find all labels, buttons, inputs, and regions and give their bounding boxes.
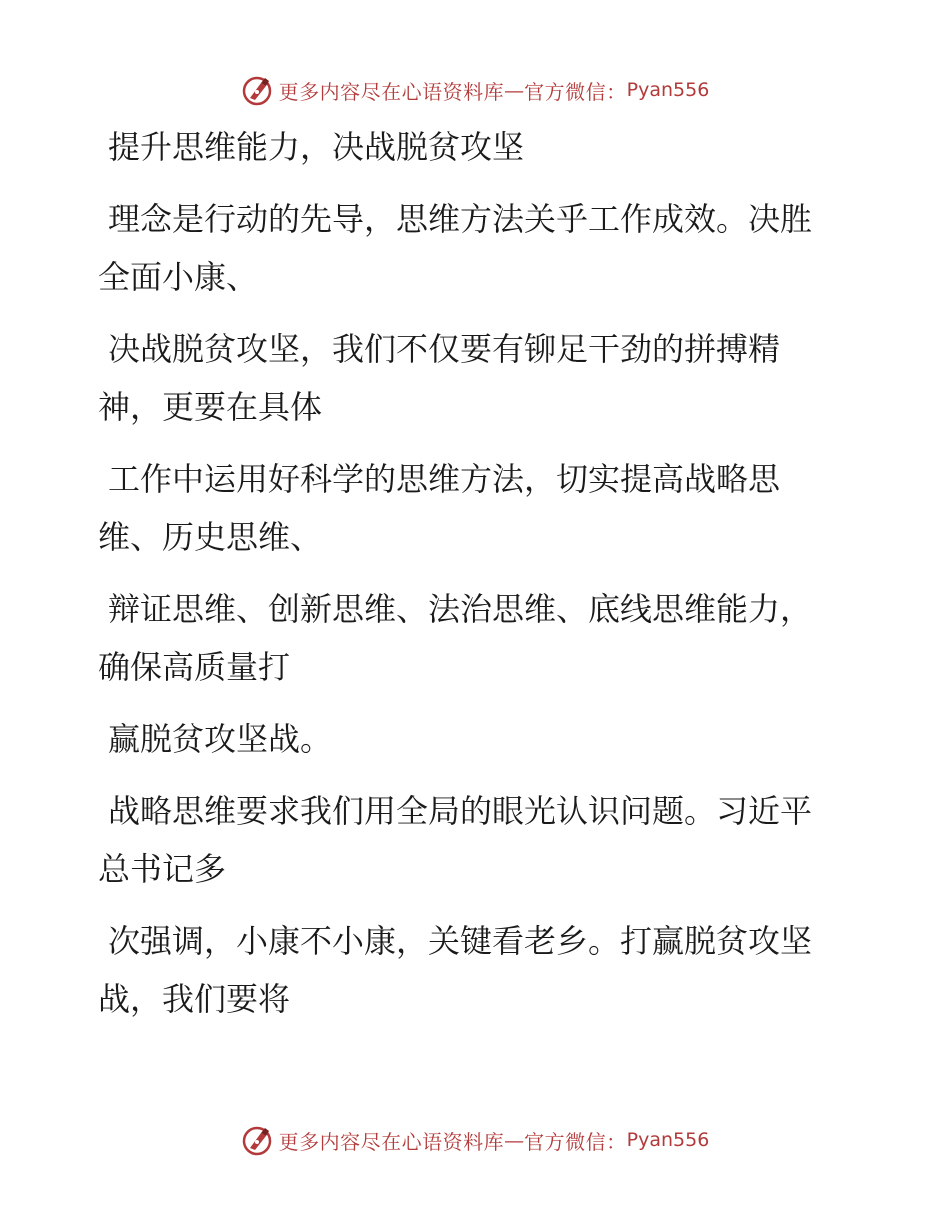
paragraph: 赢脱贫攻坚战。	[108, 720, 333, 758]
banner-contact-label: 官方微信：	[524, 1129, 627, 1154]
banner-separator: —	[504, 78, 525, 102]
header-watermark	[0, 70, 950, 110]
paragraph: 理念是行动的先导，思维方法关乎工作成效。决胜全面小康、	[98, 200, 813, 296]
document-title: 提升思维能力，决战脱贫攻坚	[108, 128, 525, 166]
paragraph: 工作中运用好科学的思维方法，切实提高战略思维、历史思维、	[98, 460, 781, 556]
paragraph: 战略思维要求我们用全局的眼光认识问题。习近平总书记多	[98, 792, 813, 888]
paragraph: 次强调，小康不小康，关键看老乡。打赢脱贫攻坚战，我们要将	[98, 922, 813, 1018]
banner-text: 更多内容尽在心语资料库	[278, 1129, 505, 1154]
document-body	[98, 118, 838, 1042]
banner-contact-id: Pyan556	[626, 1129, 710, 1151]
paragraph: 决战脱贫攻坚，我们不仅要有铆足干劲的拼搏精神，更要在具体	[98, 330, 781, 426]
banner-contact-label: 官方微信：	[524, 79, 627, 104]
footer-watermark	[0, 1120, 950, 1160]
paragraph: 辩证思维、创新思维、法治思维、底线思维能力，确保高质量打	[98, 590, 813, 686]
banner-separator: —	[504, 1128, 525, 1152]
banner-contact-id: Pyan556	[626, 79, 710, 101]
banner-text: 更多内容尽在心语资料库	[278, 79, 505, 104]
pen-nib-logo-icon	[241, 1124, 273, 1156]
pen-nib-logo-icon	[241, 74, 273, 106]
